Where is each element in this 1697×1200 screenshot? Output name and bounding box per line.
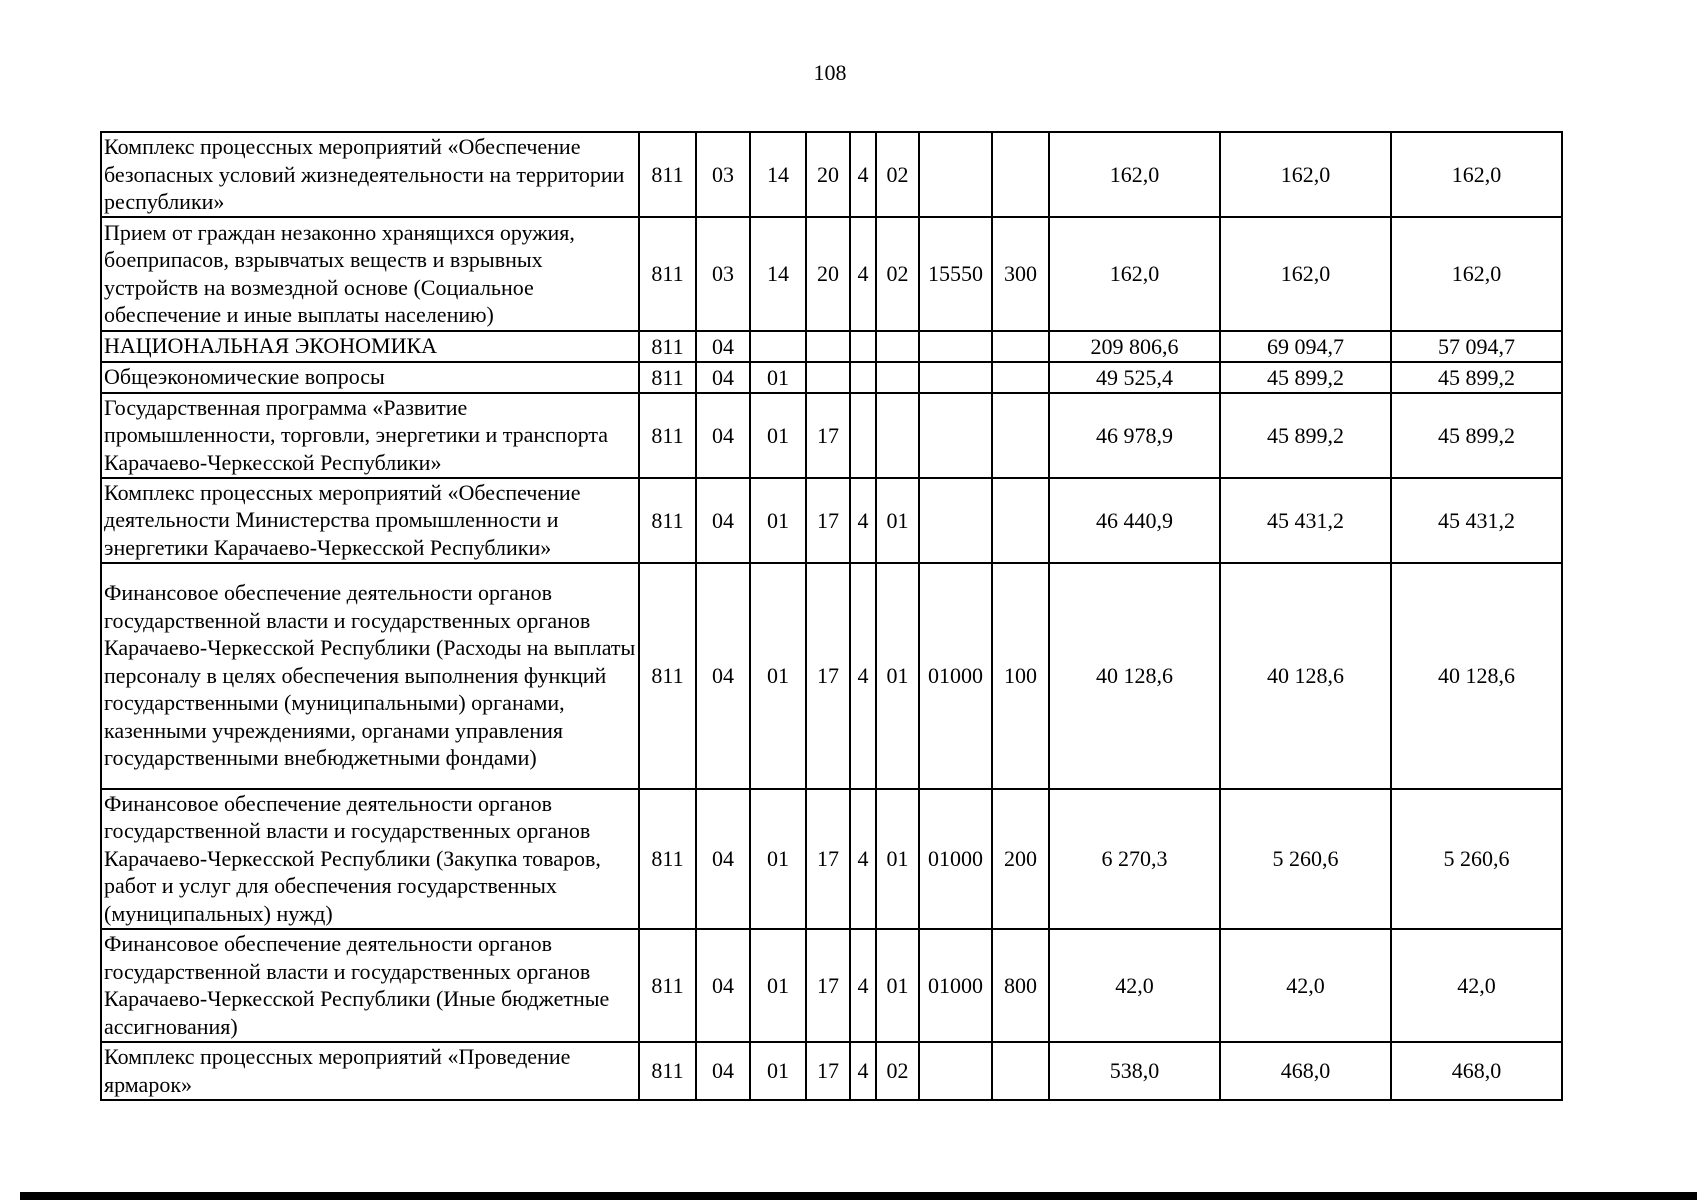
budget-table [100,131,1563,1101]
cell-value-3: 45 899,2 [1391,362,1562,393]
cell-pr: 14 [750,132,806,217]
table-row [101,1042,1562,1100]
cell-program: 17 [806,1042,850,1100]
cell-rz: 04 [696,393,750,478]
cell-pr: 01 [750,478,806,563]
row-name: Комплекс процессных мероприятий «Проведение ярмарок» [101,1042,639,1100]
cell-direction [919,393,992,478]
cell-complex: 01 [876,563,919,789]
cell-subprogram [850,331,876,362]
cell-value-2: 40 128,6 [1220,563,1391,789]
cell-rz: 04 [696,1042,750,1100]
cell-vr: 100 [992,563,1049,789]
row-name: Комплекс процессных мероприятий «Обеспечение безопасных условий жизнедеятельности на территории республики» [101,132,639,217]
cell-value-1: 40 128,6 [1049,563,1220,789]
table-row [101,362,1562,393]
cell-subprogram: 4 [850,1042,876,1100]
cell-complex [876,393,919,478]
cell-rz: 04 [696,563,750,789]
cell-value-2: 45 899,2 [1220,393,1391,478]
cell-direction [919,362,992,393]
cell-complex: 02 [876,132,919,217]
cell-gr: 811 [639,929,696,1042]
cell-program: 17 [806,789,850,929]
cell-pr [750,331,806,362]
cell-value-2: 468,0 [1220,1042,1391,1100]
cell-gr: 811 [639,217,696,331]
cell-value-3: 162,0 [1391,132,1562,217]
cell-value-3: 468,0 [1391,1042,1562,1100]
cell-gr: 811 [639,362,696,393]
cell-direction [919,331,992,362]
cell-complex: 01 [876,929,919,1042]
cell-value-1: 162,0 [1049,132,1220,217]
table-row [101,789,1562,929]
cell-value-1: 42,0 [1049,929,1220,1042]
cell-value-3: 5 260,6 [1391,789,1562,929]
cell-gr: 811 [639,478,696,563]
row-name: Финансовое обеспечение деятельности органов государственной власти и государственных органов Карачаево-Черкесской Республики (Иные бюджетные ассигнования) [101,929,639,1042]
cell-subprogram: 4 [850,929,876,1042]
cell-subprogram: 4 [850,563,876,789]
cell-pr: 01 [750,393,806,478]
cell-value-2: 45 899,2 [1220,362,1391,393]
cell-direction [919,478,992,563]
cell-program [806,331,850,362]
cell-value-3: 42,0 [1391,929,1562,1042]
cell-value-1: 49 525,4 [1049,362,1220,393]
row-name: Государственная программа «Развитие промышленности, торговли, энергетики и транспорта Карачаево-Черкесской Республики» [101,393,639,478]
row-name: Финансовое обеспечение деятельности органов государственной власти и государственных органов Карачаево-Черкесской Республики (Закупка товаров, работ и услуг для обеспечения государственных (муниципальных) нужд) [101,789,639,929]
cell-pr: 01 [750,362,806,393]
row-name: Финансовое обеспечение деятельности органов государственной власти и государственных органов Карачаево-Черкесской Республики (Расходы на выплаты персоналу в целях обеспечения выполнения функций государственными (муниципальными) органами, казенными учреждениями, органами управления государственными внебюджетными фондами) [101,563,639,789]
cell-gr: 811 [639,563,696,789]
cell-gr: 811 [639,331,696,362]
cell-complex: 02 [876,217,919,331]
cell-program: 17 [806,478,850,563]
cell-gr: 811 [639,132,696,217]
cell-subprogram: 4 [850,478,876,563]
cell-value-3: 57 094,7 [1391,331,1562,362]
table-row [101,393,1562,478]
row-name: Общеэкономические вопросы [101,362,639,393]
cell-value-3: 45 899,2 [1391,393,1562,478]
table-row [101,217,1562,331]
cell-gr: 811 [639,1042,696,1100]
cell-vr [992,1042,1049,1100]
cell-vr [992,362,1049,393]
row-name: НАЦИОНАЛЬНАЯ ЭКОНОМИКА [101,331,639,362]
cell-subprogram [850,362,876,393]
cell-rz: 04 [696,331,750,362]
cell-value-3: 40 128,6 [1391,563,1562,789]
cell-value-2: 69 094,7 [1220,331,1391,362]
table-body [101,132,1562,1100]
cell-rz: 04 [696,478,750,563]
cell-program: 17 [806,393,850,478]
scan-edge-bar [20,1192,1697,1200]
cell-program [806,362,850,393]
cell-direction [919,132,992,217]
row-name: Прием от граждан незаконно хранящихся оружия, боеприпасов, взрывчатых веществ и взрывных устройств на возмездной основе (Социальное обеспечение и иные выплаты населению) [101,217,639,331]
cell-vr [992,393,1049,478]
cell-complex [876,331,919,362]
cell-rz: 04 [696,362,750,393]
cell-value-1: 46 440,9 [1049,478,1220,563]
cell-value-1: 538,0 [1049,1042,1220,1100]
cell-program: 20 [806,217,850,331]
cell-value-3: 162,0 [1391,217,1562,331]
cell-rz: 03 [696,217,750,331]
table-row [101,331,1562,362]
cell-direction: 01000 [919,789,992,929]
cell-vr: 200 [992,789,1049,929]
cell-pr: 01 [750,563,806,789]
cell-rz: 04 [696,929,750,1042]
cell-gr: 811 [639,393,696,478]
cell-direction: 01000 [919,929,992,1042]
cell-value-1: 209 806,6 [1049,331,1220,362]
cell-program: 17 [806,929,850,1042]
cell-program: 20 [806,132,850,217]
cell-complex [876,362,919,393]
cell-complex: 01 [876,789,919,929]
cell-rz: 03 [696,132,750,217]
cell-subprogram: 4 [850,217,876,331]
cell-value-2: 42,0 [1220,929,1391,1042]
cell-vr [992,478,1049,563]
cell-complex: 02 [876,1042,919,1100]
table-row [101,929,1562,1042]
row-name: Комплекс процессных мероприятий «Обеспечение деятельности Министерства промышленности и энергетики Карачаево-Черкесской Республики» [101,478,639,563]
cell-pr: 01 [750,1042,806,1100]
cell-vr: 300 [992,217,1049,331]
cell-pr: 01 [750,929,806,1042]
cell-vr [992,331,1049,362]
cell-value-1: 162,0 [1049,217,1220,331]
cell-value-1: 6 270,3 [1049,789,1220,929]
cell-vr [992,132,1049,217]
cell-value-2: 162,0 [1220,217,1391,331]
cell-value-1: 46 978,9 [1049,393,1220,478]
cell-direction: 15550 [919,217,992,331]
cell-program: 17 [806,563,850,789]
cell-value-2: 45 431,2 [1220,478,1391,563]
cell-rz: 04 [696,789,750,929]
cell-direction: 01000 [919,563,992,789]
cell-subprogram: 4 [850,789,876,929]
table-row [101,478,1562,563]
table-row [101,132,1562,217]
cell-subprogram [850,393,876,478]
cell-vr: 800 [992,929,1049,1042]
table-row [101,563,1562,789]
cell-direction [919,1042,992,1100]
cell-complex: 01 [876,478,919,563]
page-number: 108 [813,60,847,85]
cell-value-3: 45 431,2 [1391,478,1562,563]
cell-value-2: 5 260,6 [1220,789,1391,929]
cell-pr: 14 [750,217,806,331]
cell-gr: 811 [639,789,696,929]
cell-subprogram: 4 [850,132,876,217]
cell-pr: 01 [750,789,806,929]
cell-value-2: 162,0 [1220,132,1391,217]
